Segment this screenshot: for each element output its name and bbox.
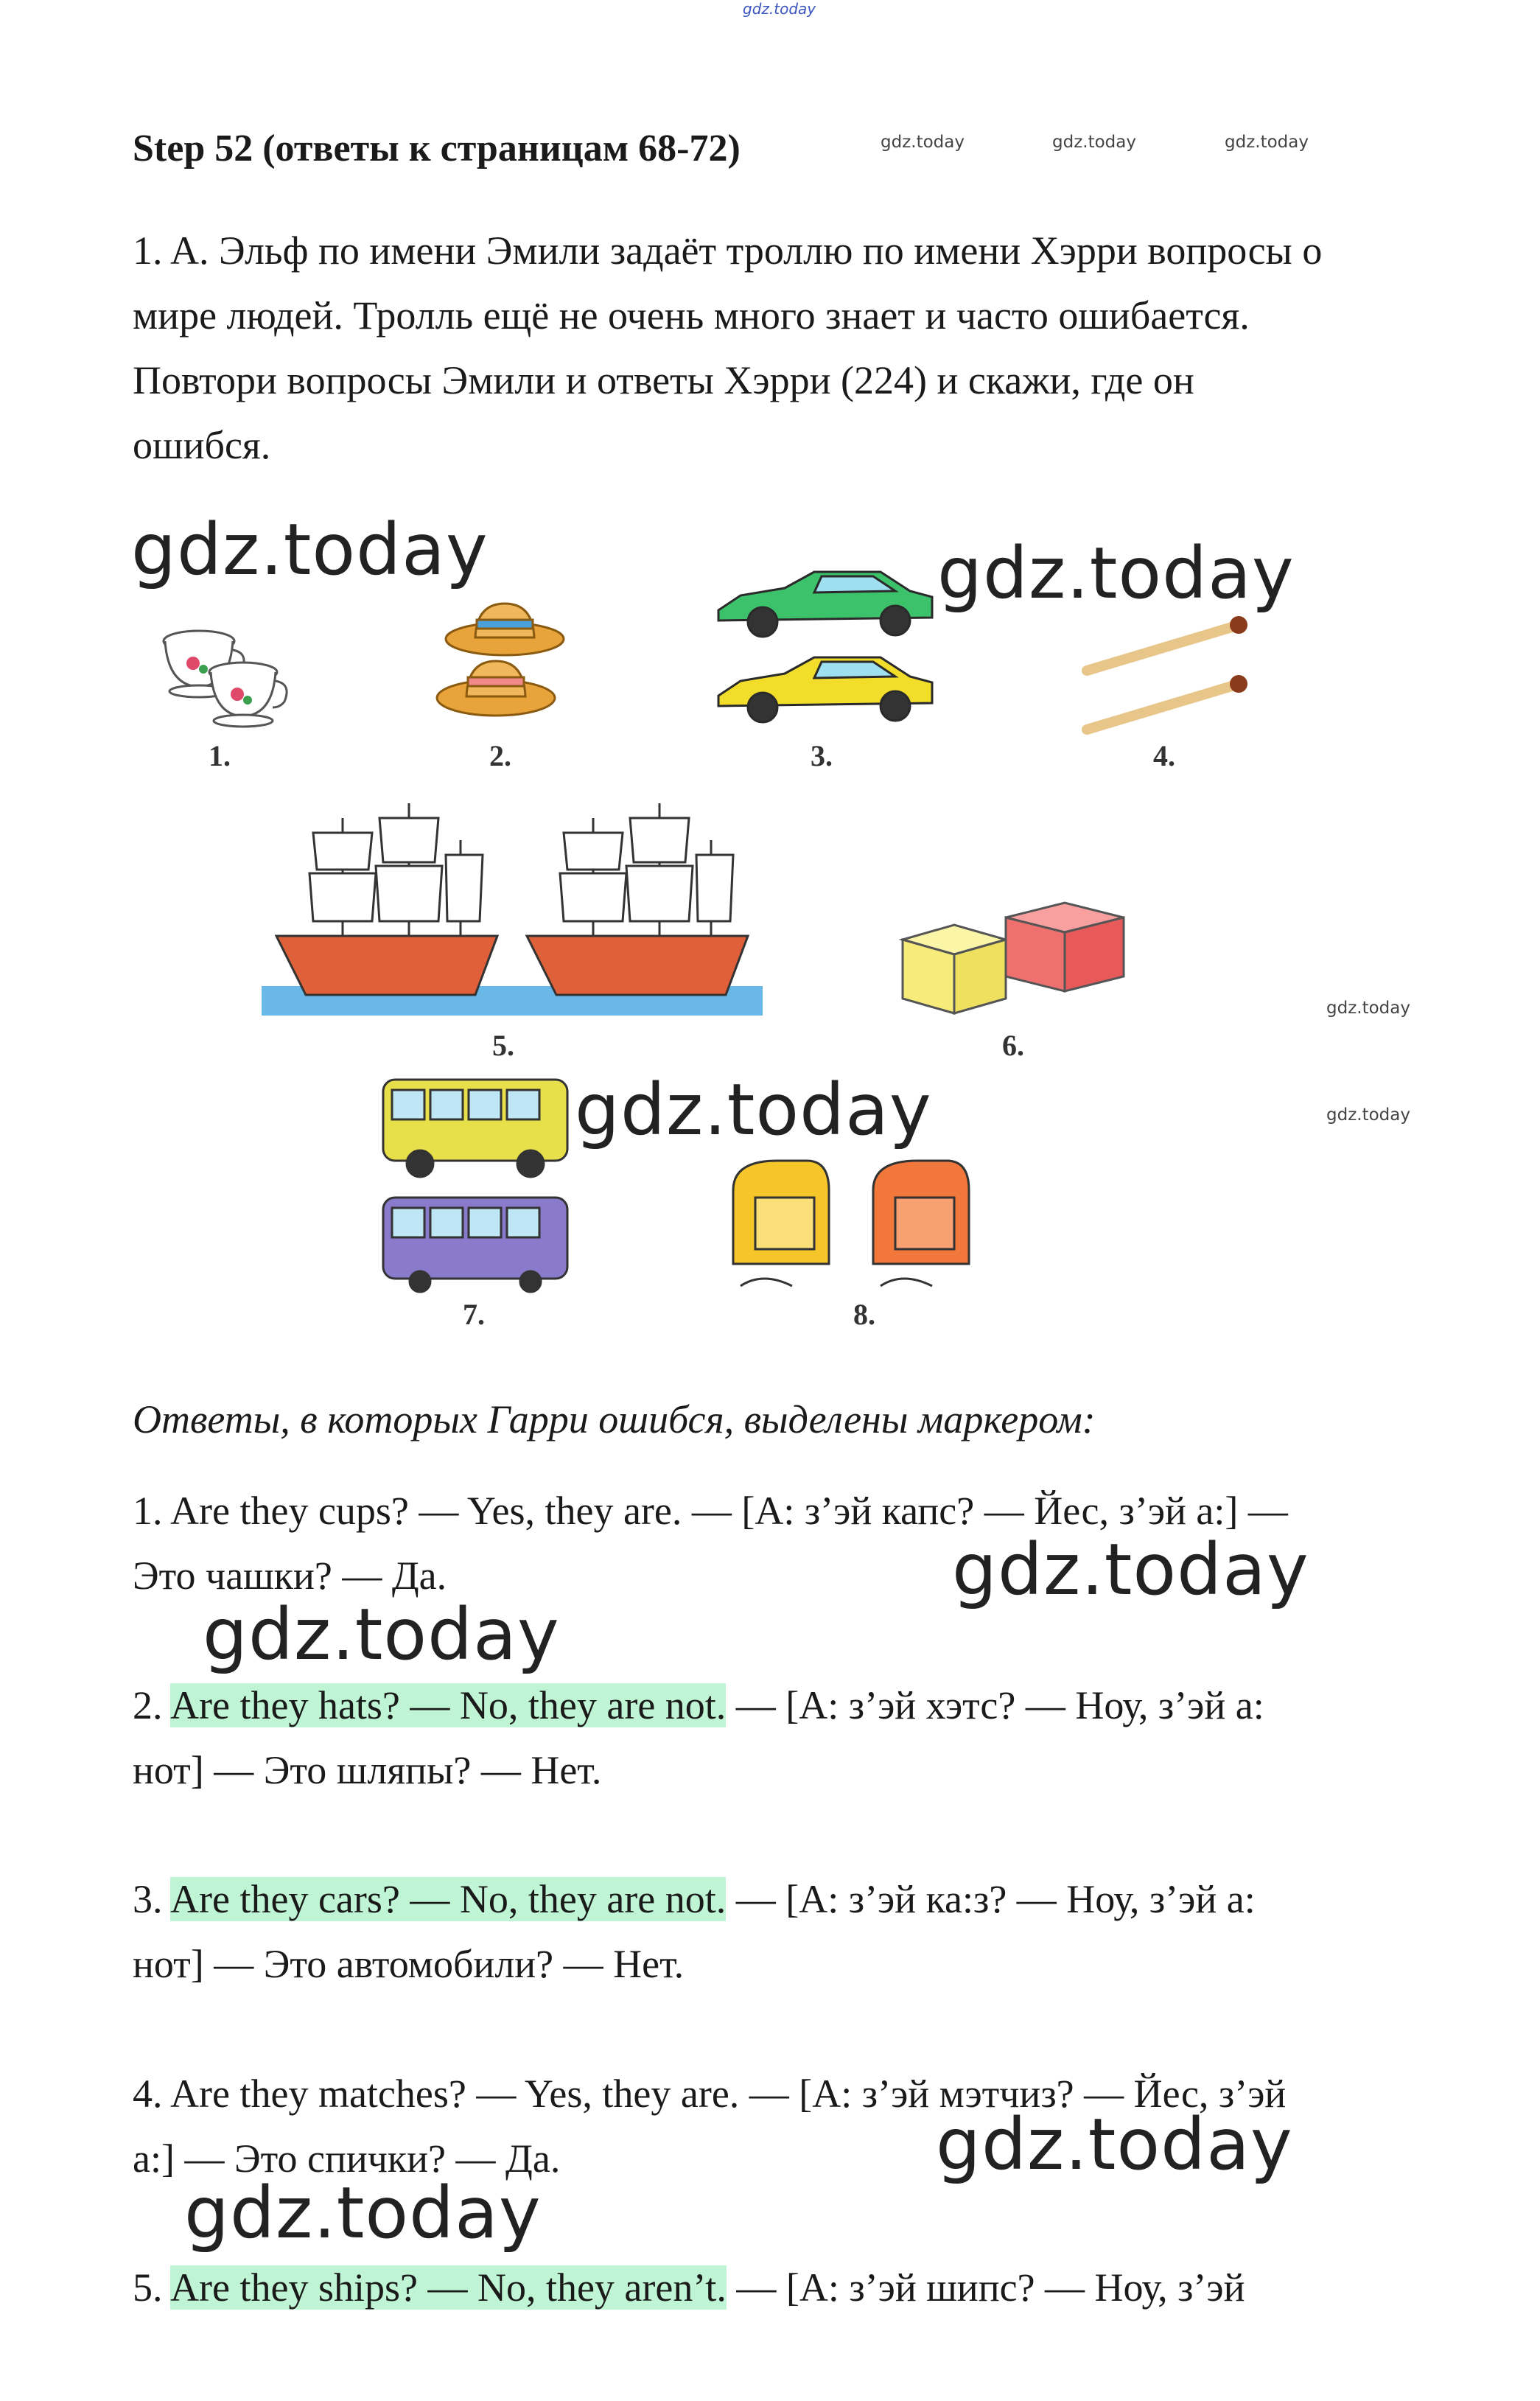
watermark-small: gdz.today — [1052, 133, 1136, 152]
answer-item — [133, 1478, 1533, 1611]
task-line: Повтори вопросы Эмили и ответы Хэрри (224) и скажи, где он — [133, 358, 1194, 402]
answer-item — [133, 1673, 1533, 1803]
answer-number: 3. — [133, 1877, 163, 1921]
task-text — [133, 218, 1533, 478]
picture-number: 2. — [489, 739, 511, 772]
watermark-top: gdz.today — [743, 0, 816, 18]
answer-text: — [А: з’эй хэтс? — Ноу, з’эй а: — [726, 1683, 1264, 1727]
task-line: 1. A. Эльф по имени Эмили задаёт троллю по имени Хэрри вопросы о — [133, 228, 1323, 273]
buses-picture — [376, 1072, 582, 1293]
picture-number: 8. — [853, 1298, 875, 1331]
watermark-small: gdz.today — [1326, 999, 1410, 1018]
answer-text: нот] — Это автомобили? — Нет. — [133, 1942, 685, 1986]
answer-text: Are they matches? — Yes, they are. — [А: з’эй мэтчиз? — Йес, з’эй — [170, 2072, 1287, 2116]
page-title: Step 52 (ответы к страницам 68-72) — [133, 127, 741, 169]
matches-picture — [1072, 612, 1264, 737]
answer-text: — [А: з’эй ка:з? — Ноу, з’эй а: — [726, 1877, 1256, 1921]
answer-text: — [А: з’эй шипс? — Ноу, з’эй — [726, 2265, 1245, 2310]
picture-number: 5. — [492, 1029, 514, 1062]
answer-item — [133, 2255, 1533, 2320]
picture-number: 6. — [1002, 1029, 1024, 1062]
answer-number: 4. — [133, 2072, 163, 2116]
watermark-large: gdz.today — [203, 1593, 560, 1676]
answer-text: а:] — Это спички? — Да. — [133, 2136, 561, 2181]
watermark-large: gdz.today — [936, 2103, 1293, 2186]
picture-number: 7. — [463, 1298, 485, 1331]
watermark-large: gdz.today — [937, 532, 1295, 615]
answers-intro: Ответы, в которых Гарри ошибся, выделены маркером: — [133, 1397, 1096, 1441]
cars-picture — [711, 559, 939, 735]
answer-text: нот] — Это шляпы? — Нет. — [133, 1748, 602, 1792]
watermark-large: gdz.today — [131, 508, 489, 591]
answer-number: 1. — [133, 1489, 163, 1533]
watermark-small: gdz.today — [881, 133, 965, 152]
ships-picture — [262, 789, 763, 1024]
answer-text: Это чашки? — Да. — [133, 1554, 447, 1598]
picture-number: 3. — [811, 739, 833, 772]
picture-number: 1. — [209, 739, 231, 772]
task-line: ошибся. — [133, 423, 271, 467]
highlighted-mistake: Are they ships? — No, they aren’t. — [170, 2265, 727, 2310]
hats-picture — [431, 593, 571, 733]
answer-item — [133, 1867, 1533, 1996]
cups-picture — [155, 604, 295, 737]
picture-number: 4. — [1153, 739, 1175, 772]
watermark-large: gdz.today — [575, 1069, 932, 1151]
telephones-picture — [718, 1146, 1028, 1293]
answer-number: 2. — [133, 1683, 163, 1727]
watermark-small: gdz.today — [1225, 133, 1309, 152]
watermark-large: gdz.today — [184, 2172, 542, 2254]
answer-number: 5. — [133, 2265, 163, 2310]
boxes-picture — [895, 895, 1138, 1021]
highlighted-mistake: Are they cars? — No, they are not. — [170, 1877, 727, 1921]
watermark-large: gdz.today — [952, 1528, 1309, 1611]
highlighted-mistake: Are they hats? — No, they are not. — [170, 1683, 727, 1727]
answer-text: Are they cups? — Yes, they are. — [А: з’эй капс? — Йес, з’эй а:] — — [170, 1489, 1288, 1533]
task-line: мире людей. Тролль ещё не очень много знает и часто ошибается. — [133, 293, 1250, 338]
watermark-small: gdz.today — [1326, 1105, 1410, 1125]
